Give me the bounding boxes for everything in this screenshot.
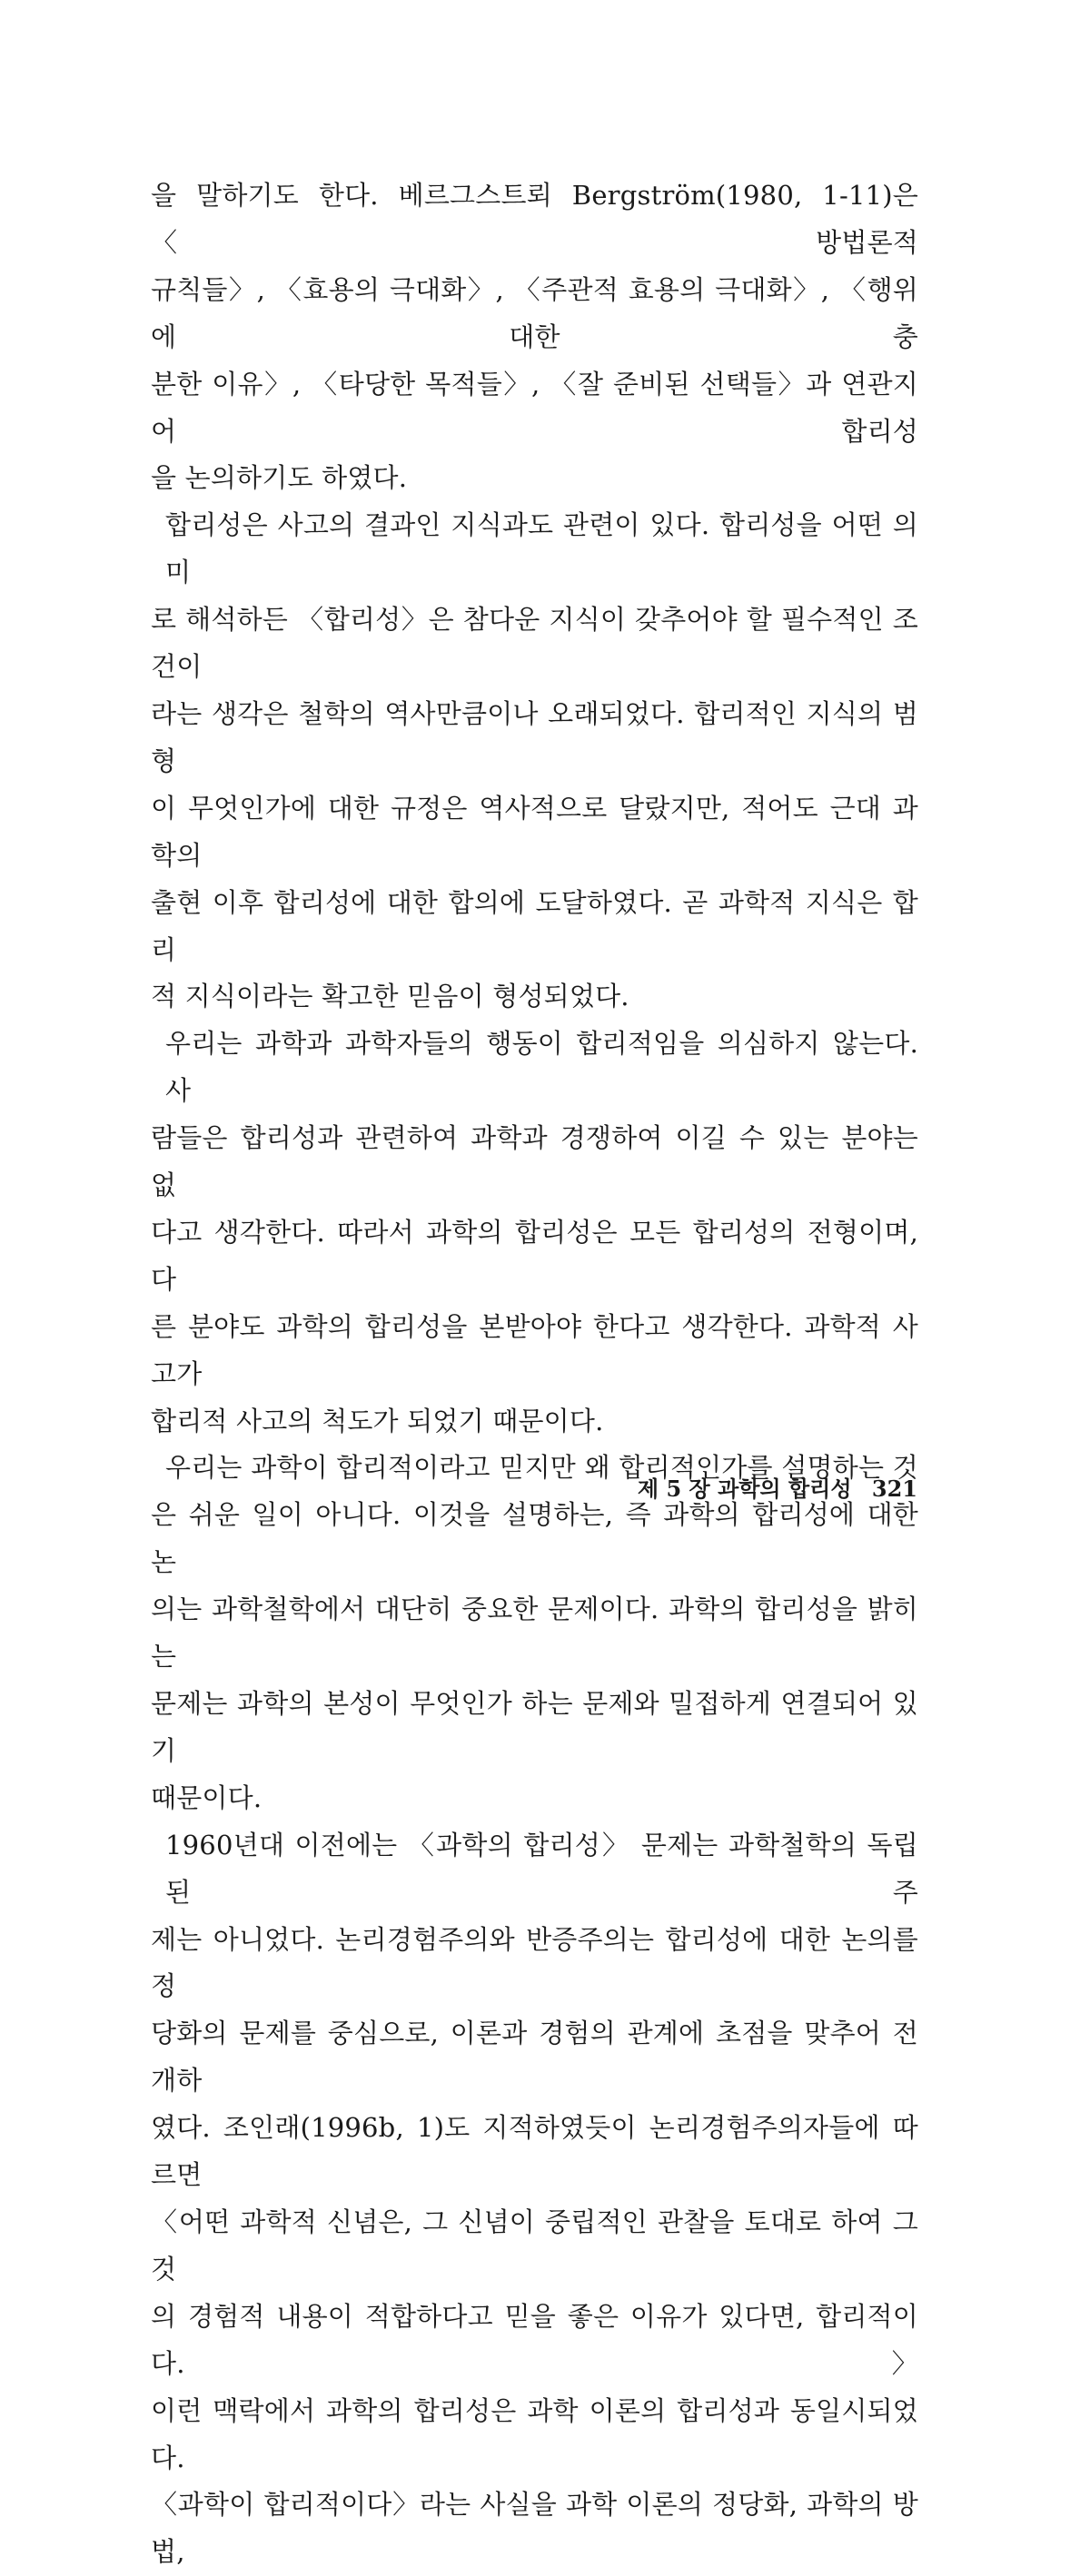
text-line: 였다. 조인래(1996b, 1)도 지적하였듯이 논리경험주의자들에 따르면 (151, 2112, 918, 2191)
text-line: 로 해석하든 〈합리성〉은 참다운 지식이 갖추어야 할 필수적인 조건이 (151, 604, 918, 683)
paragraph (151, 502, 918, 1021)
text-line: 의는 과학철학에서 대단히 중요한 문제이다. 과학의 합리성을 밝히는 (151, 1594, 918, 1673)
text-line: 출현 이후 합리성에 대한 합의에 도달하였다. 곧 과학적 지식은 합리 (151, 886, 918, 965)
text-line: 른 분야도 과학의 합리성을 본받아야 한다고 생각한다. 과학적 사고가 (151, 1310, 918, 1389)
text-line: 당화의 문제를 중심으로, 이론과 경험의 관계에 초점을 맞추어 전개하 (151, 2018, 918, 2097)
text-line: 적 지식이라는 확고한 믿음이 형성되었다. (151, 981, 629, 1012)
text-line: 을 말하기도 한다. 베르그스트뢰 Bergström(1980, 1-11)은 〈방법론적 (151, 180, 918, 258)
text-line: 합리성은 사고의 결과인 지식과도 관련이 있다. 합리성을 어떤 의미 (165, 509, 918, 588)
page-number: 321 (871, 1476, 917, 1502)
footer-chapter: 제 5 장 (637, 1476, 710, 1502)
text-line: 람들은 합리성과 관련하여 과학과 경쟁하여 이길 수 있는 분야는 없 (151, 1122, 918, 1201)
text-line: 을 논의하기도 하였다. (151, 462, 408, 494)
text-line: 제는 아니었다. 논리경험주의와 반증주의는 합리성에 대한 논의를 정 (151, 1923, 918, 2002)
text-line: 의 경험적 내용이 적합하다고 믿을 좋은 이유가 있다면, 합리적이다.〉 (151, 2300, 918, 2379)
text-line: 다고 생각한다. 따라서 과학의 합리성은 모든 합리성의 전형이며, 다 (151, 1216, 918, 1295)
text-line: 〈과학이 합리적이다〉라는 사실을 과학 이론의 정당화, 과학의 방법, (151, 2489, 918, 2568)
paragraph (151, 173, 918, 502)
body-text (151, 173, 918, 2576)
paragraph (151, 1822, 918, 2576)
text-line: 우리는 과학과 과학자들의 행동이 합리적임을 의심하지 않는다. 사 (165, 1028, 918, 1107)
text-line: 합리적 사고의 척도가 되었기 때문이다. (151, 1405, 604, 1436)
text-line: 분한 이유〉, 〈타당한 목적들〉, 〈잘 준비된 선택들〉과 연관지어 합리성 (151, 368, 918, 447)
text-line: 이 무엇인가에 대한 규정은 역사적으로 달랐지만, 적어도 근대 과학의 (151, 792, 918, 871)
text-line: 라는 생각은 철학의 역사만큼이나 오래되었다. 합리적인 지식의 범형 (151, 697, 918, 776)
text-line: 1960년대 이전에는 〈과학의 합리성〉 문제는 과학철학의 독립된 주 (165, 1829, 918, 1908)
text-line: 이런 맥락에서 과학의 합리성은 과학 이론의 합리성과 동일시되었다. (151, 2394, 918, 2473)
text-line: 때문이다. (151, 1781, 263, 1813)
text-line: 문제는 과학의 본성이 무엇인가 하는 문제와 밀접하게 연결되어 있기 (151, 1688, 918, 1766)
text-line: 우리는 과학이 합리적이라고 믿지만 왜 합리적인가를 설명하는 것 (165, 1452, 918, 1484)
paragraph (151, 1021, 918, 1445)
text-line: 〈어떤 과학적 신념은, 그 신념이 중립적인 관찰을 토대로 하여 그것 (151, 2206, 918, 2285)
text-line: 은 쉬운 일이 아니다. 이것을 설명하는, 즉 과학의 합리성에 대한 논 (151, 1499, 918, 1578)
footer-title: 과학의 합리성 (718, 1476, 852, 1502)
text-line: 규칙들〉, 〈효용의 극대화〉, 〈주관적 효용의 극대화〉, 〈행위에 대한 충 (151, 273, 918, 352)
page-footer (638, 1471, 917, 1503)
